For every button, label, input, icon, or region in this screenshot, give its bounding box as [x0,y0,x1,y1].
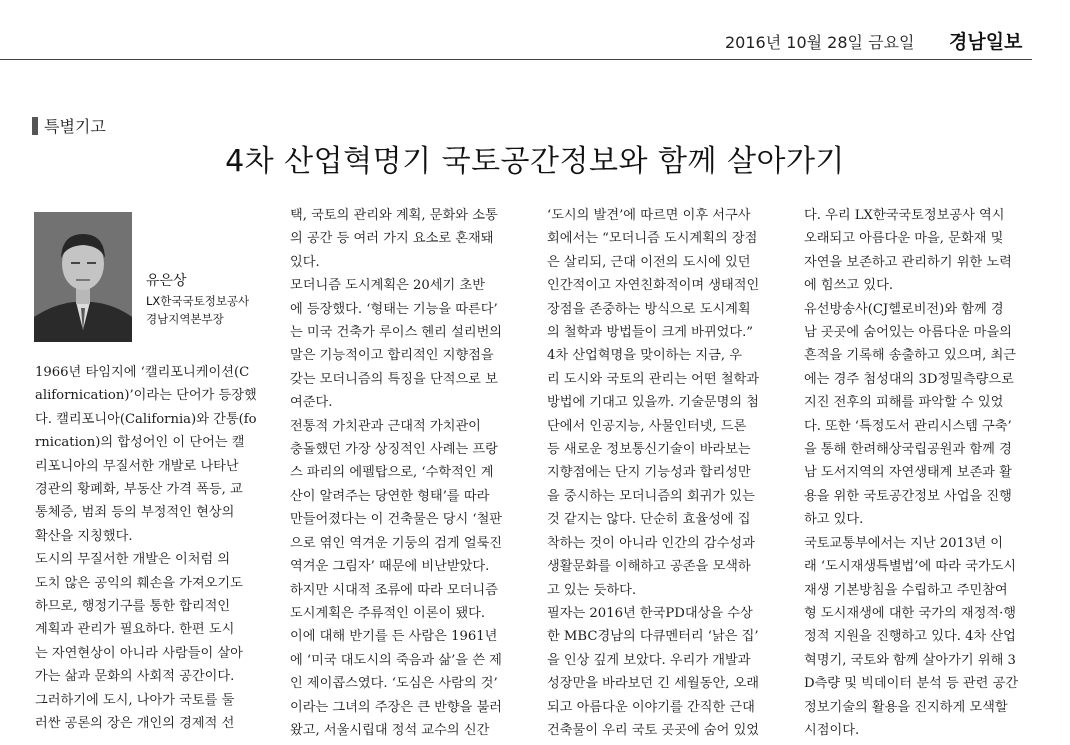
text-line: 남 도서지역의 자연생태계 보존과 활 [804,465,1012,481]
text-line: 성장만을 바라보던 긴 세월동안, 오래 [547,676,760,692]
text-line: 은 살리되, 근대 이전의 도시에 있던 [547,254,751,270]
text-line: 혁명기, 국토와 함께 살아가기 위해 3 [804,652,1016,668]
portrait-image [34,212,132,342]
text-line: 택, 국토의 관리와 계획, 문화와 소통 [290,208,498,223]
text-line: 흔적을 기록해 송출하고 있으며, 최근 [804,348,1017,364]
text-line: 남 곳곳에 숨어있는 아름다운 마을의 [804,325,1012,341]
author-photo [34,212,132,342]
text-line: 하고 있다. [804,512,864,528]
text-line: 왔고, 서울시립대 정석 교수의 신간 [290,722,490,738]
text-line: 4차 산업혁명을 맞이하는 지금, 우 [547,348,742,364]
text-line: 건축물이 우리 국토 곳곳에 숨어 있었 [547,722,760,738]
article-column-4 [804,204,1034,742]
section-text: 특별기고 [44,117,106,136]
text-line: 재생 기본방침을 수립하고 주민참여 [804,582,1008,598]
text-line: 래 ‘도시재생특별법’에 따라 국가도시 [804,559,1017,575]
text-line: 을 통해 한려해상국립공원과 함께 경 [804,442,1012,458]
text-line: 러싼 공론의 장은 개인의 경제적 선 [35,716,235,732]
section-label [32,114,106,137]
text-line: D측량 및 빅데이터 분석 등 관련 공간 [804,676,1019,692]
text-line: 모더니즘 도시계획은 20세기 초반 [290,278,485,294]
text-line: 에 등장했다. ‘형태는 기능을 따른다’ [290,301,498,317]
text-line: 산이 알려주는 당연한 형태’를 따라 [290,488,490,504]
text-line: 회에서는 “모더니즘 도시계획의 장점 [547,231,758,247]
text-line: 에 힘쓰고 있다. [804,278,894,294]
text-line: 하지만 시대적 조류에 따라 모더니즘 [290,582,498,598]
text-line: 단에서 인공지능, 사물인터넷, 드론 [547,418,747,434]
text-line: 자연을 보존하고 관리하기 위한 노력 [804,254,1012,270]
text-line: 의 공간 등 여러 가지 요소로 혼재돼 [290,231,494,247]
text-line: 1966년 타임지에 ‘캘리포니케이션(C [35,365,250,380]
text-line: 인 제이콥스였다. ‘도심은 사람의 것’ [290,676,498,692]
author-organization: LX한국국토정보공사 [146,294,250,308]
text-line: 계획과 관리가 필요하다. 한편 도시 [35,622,235,638]
text-line: 오래되고 아름다운 마을, 문화재 및 [804,231,1004,247]
text-line: 한 MBC경남의 다큐멘터리 ‘낡은 집’ [547,629,759,645]
article-column-3 [547,204,787,742]
text-line: 정보기술의 활용을 진지하게 모색할 [804,699,1008,715]
text-line: 이라는 그녀의 주장은 큰 반향을 불러 [290,699,503,715]
text-line: alifornication)’이라는 단어가 등장했 [35,388,257,404]
text-line: 도시계획은 주류적인 이론이 됐다. [290,605,486,621]
text-line: 고 있는 듯하다. [547,582,637,598]
text-line: 전통적 가치관과 근대적 가치관이 [290,418,481,434]
text-line: 되고 아름다운 이야기를 간직한 근대 [547,699,755,715]
issue-date: 2016년 10월 28일 금요일 [725,33,915,52]
newspaper-name: 경남일보 [949,31,1023,53]
text-line: 만들어졌다는 이 건축물은 당시 ‘철판 [290,512,503,528]
text-line: 용을 위한 국토공간정보 사업을 진행 [804,488,1012,504]
text-line: ‘도시의 발견’에 따르면 이후 서구사 [547,208,751,223]
text-line: 리 도시와 국토의 관리는 어떤 철학과 [547,371,760,387]
text-line: 통체증, 범죄 등의 부정적인 현상의 [35,505,235,521]
text-line: 는 미국 건축가 루이스 헨리 설리번의 [290,325,503,341]
text-line: 을 인상 깊게 보았다. 우리가 개발과 [547,652,751,668]
text-line: 필자는 2016년 한국PD대상을 수상 [547,605,753,621]
text-line: 으로 엮인 역겨운 기둥의 검게 얼룩진 [290,535,503,551]
text-line: 도치 않은 공익의 훼손을 가져오기도 [35,575,243,591]
text-line: 방법에 기대고 있을까. 기술문명의 첨 [547,395,760,411]
page-header [0,0,1070,60]
text-line: 형 도시재생에 대한 국가의 재정적·행 [804,605,1017,621]
text-line: 하므로, 행정기구를 통한 합리적인 [35,599,231,615]
text-line: 다. 캘리포니아(California)와 간통(fo [35,411,257,427]
text-line: 에 ‘미국 대도시의 죽음과 삶’을 쓴 제 [290,652,502,668]
text-line: 다. 우리 LX한국국토정보공사 역시 [804,208,1005,223]
text-line: 유선방송사(CJ헬로비전)와 함께 경 [804,301,1004,317]
header-rule [0,59,1032,60]
article-headline: 4차 산업혁명기 국토공간정보와 함께 살아가기 [225,144,845,179]
text-line: 역겨운 그림자’ 때문에 비난받았다. [290,559,490,575]
text-line: 이에 대해 반기를 든 사람은 1961년 [290,629,498,645]
text-line: 것 같지는 않다. 단순히 효율성에 집 [547,512,751,528]
text-line: 을 중시하는 모더니즘의 회귀가 있는 [547,488,755,504]
text-line: 시점이다. [804,722,860,738]
text-line: 가는 삶과 문화의 사회적 공간이다. [35,669,235,685]
section-marker [32,117,38,135]
text-line: 경관의 황폐화, 부동산 가격 폭등, 교 [35,482,243,498]
text-line: 도시의 무질서한 개발은 이처럼 의 [35,552,231,568]
text-line: 있다. [290,254,320,270]
text-line: 생활문화를 이해하고 공존을 모색하 [547,559,751,575]
text-line: rnication)의 합성어인 이 단어는 캘 [35,435,245,451]
text-line: 등 새로운 정보통신기술이 바라보는 [547,442,751,458]
text-line: 스 파리의 에펠탑으로, ‘수학적인 계 [290,465,494,481]
text-line: 국토교통부에서는 지난 2013년 이 [804,535,1004,551]
text-line: 에는 경주 첨성대의 3D정밀측량으로 [804,371,1014,387]
text-line: 확산을 지칭했다. [35,528,133,544]
author-byline [146,271,249,328]
text-line: 리포니아의 무질서한 개발로 나타난 [35,458,239,474]
text-line: 정적 지원을 진행하고 있다. 4차 산업 [804,629,1016,645]
article-column-2 [290,204,530,742]
text-line: 충돌했던 가장 상징적인 사례는 프랑 [290,442,498,458]
text-line: 인간적이고 자연친화적이며 생태적인 [547,278,760,294]
text-line: 장점을 존중하는 방식으로 도시계획 [547,301,751,317]
text-line: 는 자연현상이 아니라 사람들이 살아 [35,645,243,661]
text-line: 말은 기능적이고 합리적인 지향점을 [290,348,494,364]
text-line: 다. 또한 ‘특정도서 관리시스템 구축’ [804,418,1012,434]
text-line: 의 철학과 방법들이 크게 바뀌었다.” [547,325,754,341]
article-column-1 [35,361,275,736]
text-line: 지진 전후의 피해를 파악할 수 있었 [804,395,1004,411]
text-line: 착하는 것이 아니라 인간의 감수성과 [547,535,755,551]
author-position: 경남지역본부장 [146,312,224,326]
text-line: 갖는 모더니즘의 특징을 단적으로 보 [290,371,498,387]
text-line: 그러하기에 도시, 나아가 국토를 둘 [35,692,235,708]
text-line: 여준다. [290,395,333,411]
text-line: 지향점에는 단지 기능성과 합리성만 [547,465,751,481]
author-name: 유은상 [146,273,187,289]
